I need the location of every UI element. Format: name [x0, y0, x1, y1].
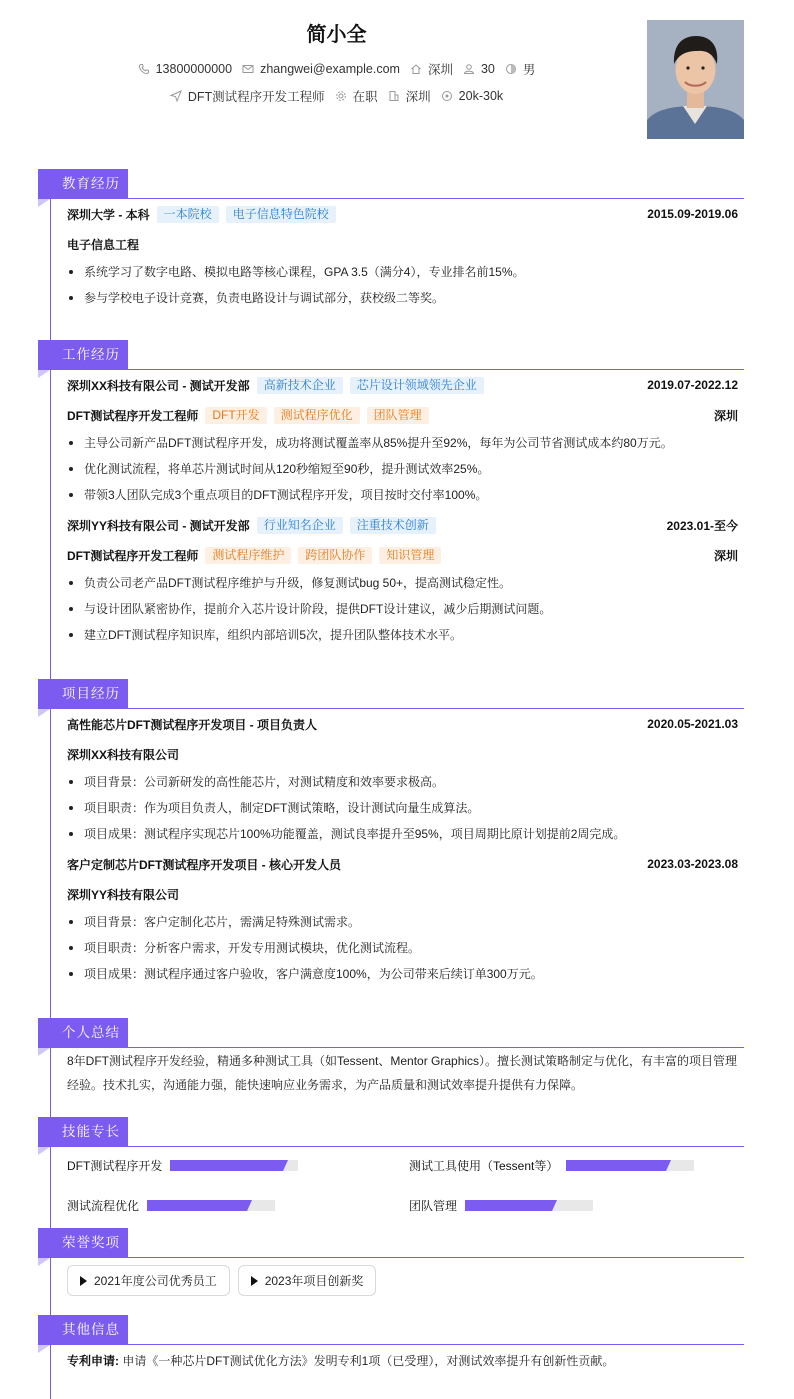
skill-tag: 测试程序优化: [274, 407, 360, 424]
project-row: [67, 849, 738, 879]
section-fold: [38, 1048, 50, 1056]
summary-text: 8年DFT测试程序开发经验，精通多种测试工具（如Tessent、Mentor Graphics）。擅长测试策略制定与优化，有丰富的项目管理经验。技术扎实，沟通能力强，能快速响应业务需求，为产品质量和测试效率提升提供有力保障。: [67, 1054, 738, 1092]
work-date: 2023.01-至今: [666, 518, 738, 533]
skill-bar-fill: [170, 1160, 283, 1171]
work-date: 2019.07-2022.12: [647, 378, 738, 392]
section-body: [38, 370, 744, 648]
status-info: [335, 87, 378, 105]
major-name: 电子信息工程: [67, 237, 140, 252]
skill-tag: 跨团队协作: [298, 547, 372, 564]
skill-item: [67, 1190, 409, 1220]
play-icon: [251, 1276, 258, 1286]
section-rule: [38, 1257, 744, 1258]
section-title: 其他信息: [38, 1315, 128, 1344]
salary-text: 20k-30k: [458, 89, 504, 103]
skill-bar: [465, 1200, 593, 1211]
skill-tag: 知识管理: [379, 547, 441, 564]
project-name: 高性能芯片DFT测试程序开发项目 - 项目负责人: [67, 717, 317, 732]
project-company: 深圳YY科技有限公司: [67, 887, 180, 902]
position-info: [170, 87, 325, 105]
send-icon: [170, 90, 182, 102]
skill-tag: DFT开发: [205, 407, 266, 424]
school-tag: 一本院校: [157, 206, 219, 223]
gender-text: 男: [522, 63, 536, 77]
company-tag: 芯片设计领域领先企业: [350, 377, 484, 394]
section-header: [38, 169, 744, 199]
company-row: [67, 510, 738, 540]
phone-text: 13800000000: [155, 62, 233, 76]
city-info: [410, 60, 453, 78]
school-name: 深圳大学 - 本科: [67, 207, 150, 222]
work-location: 深圳: [713, 548, 738, 563]
section-body: [38, 1048, 744, 1097]
company-tag: 注重技术创新: [350, 517, 436, 534]
list-item: 项目成果：测试程序实现芯片100%功能覆盖，测试良率提升至95%，项目周期比原计划提前2周完成。: [67, 821, 738, 847]
award-badge: [238, 1265, 377, 1296]
company-tag: 高新技术企业: [257, 377, 343, 394]
project-company-row: [67, 879, 738, 909]
section-body: [38, 1345, 744, 1374]
work-location: 深圳: [713, 408, 738, 423]
skill-item: [409, 1190, 739, 1220]
education-section: [38, 169, 744, 311]
list-item: 项目背景：公司新研发的高性能芯片，对测试精度和效率要求极高。: [67, 769, 738, 795]
section-fold: [38, 1258, 50, 1266]
list-item: 主导公司新产品DFT测试程序开发，成功将测试覆盖率从85%提升至92%，每年为公司节省测试成本约80万元。: [67, 430, 738, 456]
job-title: DFT测试程序开发工程师: [67, 548, 199, 563]
section-body: [38, 1147, 744, 1220]
list-item: 项目背景：客户定制化芯片，需满足特殊测试需求。: [67, 909, 738, 935]
candidate-name: 简小全: [306, 24, 367, 46]
section-fold: [38, 1345, 50, 1353]
skill-item: [67, 1150, 409, 1180]
play-icon: [80, 1276, 87, 1286]
gear-icon: [335, 90, 347, 102]
section-title: 工作经历: [38, 340, 128, 369]
section-rule: [38, 1344, 744, 1345]
major-row: [67, 229, 738, 259]
award-text: 2023年项目创新奖: [264, 1274, 364, 1288]
project-row: [67, 709, 738, 739]
money-icon: [441, 90, 453, 102]
section-title: 荣誉奖项: [38, 1228, 128, 1257]
section-fold: [38, 709, 50, 717]
list-item: 优化测试流程，将单芯片测试时间从120秒缩短至90秒，提升测试效率25%。: [67, 456, 738, 482]
patent-text: 申请《一种芯片DFT测试优化方法》发明专利1项（已受理），对测试效率提升有创新性贡献。: [122, 1354, 615, 1368]
project-date: 2023.03-2023.08: [647, 857, 738, 871]
section-rule: [38, 1047, 744, 1048]
list-item: 项目职责：作为项目负责人，制定DFT测试策略，设计测试向量生成算法。: [67, 795, 738, 821]
target-city-text: 深圳: [405, 90, 431, 104]
awards-section: [38, 1228, 744, 1296]
section-title: 个人总结: [38, 1018, 128, 1047]
email-text: zhangwei@example.com: [260, 62, 400, 76]
list-item: 带领3人团队完成3个重点项目的DFT测试程序开发，项目按时交付率100%。: [67, 482, 738, 508]
skill-name: 团队管理: [409, 1198, 458, 1213]
salary-info: [441, 89, 503, 103]
section-fold: [38, 370, 50, 378]
work-section: [38, 340, 744, 648]
job-title-row: [67, 540, 738, 570]
company-name: 深圳YY科技有限公司 - 测试开发部: [67, 518, 250, 533]
phone-icon: [138, 63, 150, 75]
work-bullets: [67, 570, 738, 648]
contact-row: [0, 60, 673, 78]
gender-info: [505, 60, 536, 78]
section-body: [38, 709, 744, 987]
section-rule: [38, 708, 744, 709]
age-text: 30: [480, 62, 495, 76]
project-company: 深圳XX科技有限公司: [67, 747, 180, 762]
section-rule: [38, 198, 744, 199]
skill-bar-fill: [465, 1200, 552, 1211]
target-city-info: [388, 87, 431, 105]
skill-name: 测试工具使用（Tessent等）: [409, 1158, 559, 1173]
email-info: [242, 62, 400, 76]
company-tag: 行业知名企业: [257, 517, 343, 534]
skills-grid: [67, 1147, 738, 1220]
education-date: 2015.09-2019.06: [647, 207, 738, 221]
skill-tag: 测试程序维护: [205, 547, 291, 564]
list-item: 项目成果：测试程序通过客户验收，客户满意度100%，为公司带来后续订单300万元。: [67, 961, 738, 987]
award-badge: [67, 1265, 230, 1296]
job-title: DFT测试程序开发工程师: [67, 408, 199, 423]
status-text: 在职: [352, 90, 378, 104]
skill-bar: [170, 1160, 298, 1171]
school-tag: 电子信息特色院校: [226, 206, 336, 223]
age-info: [463, 62, 495, 76]
list-item: 建立DFT测试程序知识库，组织内部培训5次，提升团队整体技术水平。: [67, 622, 738, 648]
section-rule: [38, 369, 744, 370]
section-title: 技能专长: [38, 1117, 128, 1146]
awards-list: [67, 1258, 738, 1296]
section-header: [38, 340, 744, 370]
project-bullets: [67, 769, 738, 847]
list-item: 负责公司老产品DFT测试程序维护与升级，修复测试bug 50+，提高测试稳定性。: [67, 570, 738, 596]
skill-bar-fill: [566, 1160, 666, 1171]
education-bullets: [67, 259, 738, 311]
award-text: 2021年度公司优秀员工: [94, 1274, 217, 1288]
section-body: [38, 199, 744, 311]
section-body: [38, 1258, 744, 1296]
avatar-photo: [647, 20, 744, 139]
project-company-row: [67, 739, 738, 769]
list-item: 项目职责：分析客户需求，开发专用测试模块，优化测试流程。: [67, 935, 738, 961]
work-bullets: [67, 430, 738, 508]
mail-icon: [242, 63, 254, 75]
other-section: [38, 1315, 744, 1374]
section-fold: [38, 1147, 50, 1155]
education-row: [67, 199, 738, 229]
project-date: 2020.05-2021.03: [647, 717, 738, 731]
company-name: 深圳XX科技有限公司 - 测试开发部: [67, 378, 250, 393]
avatar: [647, 20, 744, 139]
section-header: [38, 1018, 744, 1048]
section-rule: [38, 1146, 744, 1147]
building-icon: [388, 90, 400, 102]
list-item: 系统学习了数字电路、模拟电路等核心课程，GPA 3.5（满分4），专业排名前15%。: [67, 259, 738, 285]
skill-item: [409, 1150, 739, 1180]
section-header: [38, 1228, 744, 1258]
patent-label: 专利申请:: [67, 1354, 119, 1368]
project-name: 客户定制芯片DFT测试程序开发项目 - 核心开发人员: [67, 857, 341, 872]
skill-name: 测试流程优化: [67, 1198, 140, 1213]
skill-bar: [566, 1160, 694, 1171]
user-icon: [463, 63, 475, 75]
section-fold: [38, 199, 50, 207]
city-text: 深圳: [427, 63, 453, 77]
list-item: 与设计团队紧密协作，提前介入芯片设计阶段，提供DFT设计建议，减少后期测试问题。: [67, 596, 738, 622]
section-header: [38, 679, 744, 709]
home-icon: [410, 63, 422, 75]
skill-name: DFT测试程序开发: [67, 1158, 163, 1173]
skill-tag: 团队管理: [367, 407, 429, 424]
phone-info: [138, 62, 232, 76]
section-header: [38, 1315, 744, 1345]
section-title: 教育经历: [38, 169, 128, 198]
projects-section: [38, 679, 744, 987]
position-text: DFT测试程序开发工程师: [187, 90, 325, 104]
section-title: 项目经历: [38, 679, 128, 708]
skill-bar-fill: [147, 1200, 247, 1211]
company-row: [67, 370, 738, 400]
skill-bar: [147, 1200, 275, 1211]
patent-info: [67, 1345, 738, 1374]
project-bullets: [67, 909, 738, 987]
job-intent-row: [0, 87, 673, 105]
summary-section: [38, 1018, 744, 1097]
section-header: [38, 1117, 744, 1147]
skills-section: [38, 1117, 744, 1220]
list-item: 参与学校电子设计竞赛，负责电路设计与调试部分，获校级二等奖。: [67, 285, 738, 311]
job-title-row: [67, 400, 738, 430]
gender-icon: [505, 63, 517, 75]
